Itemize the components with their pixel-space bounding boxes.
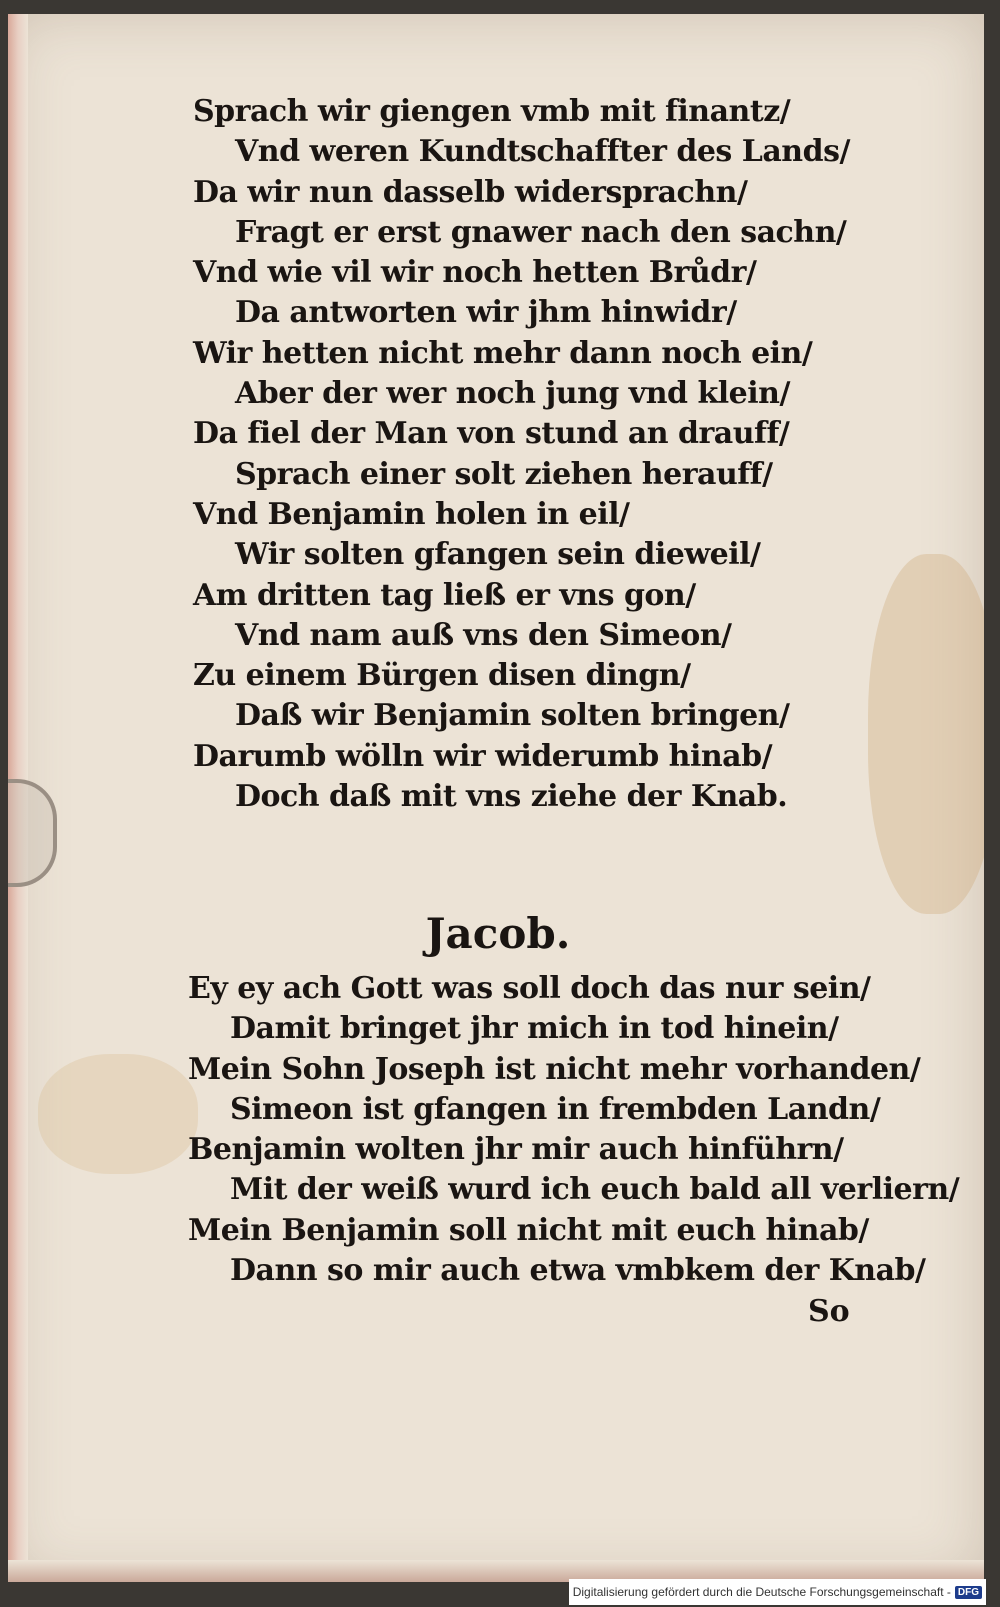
- verse-line: Aber der wer noch jung vnd klein/: [235, 376, 790, 412]
- footer-text: Digitalisierung gefördert durch die Deutsche Forschungsgemeinschaft -: [572, 1585, 951, 1599]
- verse-line: Daß wir Benjamin solten bringen/: [235, 698, 790, 734]
- verse-line: Am dritten tag ließ er vns gon/: [193, 577, 696, 613]
- dfg-logo: DFG: [955, 1586, 982, 1599]
- verse-line: Da antworten wir jhm hinwidr/: [235, 295, 737, 331]
- verse-line: Vnd nam auß vns den Simeon/: [235, 617, 732, 653]
- verse-line: Dann so mir auch etwa vmbkem der Knab/: [230, 1253, 926, 1289]
- verse-line: Mein Sohn Joseph ist nicht mehr vorhanden/: [188, 1051, 921, 1087]
- verse-line: Simeon ist gfangen in frembden Landn/: [230, 1091, 881, 1127]
- digitization-footer: [569, 1579, 986, 1605]
- verse-line: Da wir nun dasselb widersprachn/: [193, 174, 748, 210]
- water-stain: [38, 1054, 198, 1174]
- catchword: So: [808, 1294, 850, 1329]
- verse-block-1: [193, 92, 893, 817]
- speaker-heading: Jacob.: [425, 909, 571, 958]
- verse-line: Wir hetten nicht mehr dann noch ein/: [193, 335, 813, 371]
- verse-line: Mit der weiß wurd ich euch bald all verliern/: [230, 1172, 960, 1208]
- verse-line: Vnd weren Kundtschaffter des Lands/: [235, 134, 850, 170]
- verse-line: Vnd Benjamin holen in eil/: [193, 496, 630, 532]
- verse-line: Mein Benjamin soll nicht mit euch hinab/: [188, 1212, 869, 1248]
- verse-line: Doch daß mit vns ziehe der Knab.: [235, 779, 788, 815]
- verse-line: Damit bringet jhr mich in tod hinein/: [230, 1011, 839, 1047]
- verse-line: Sprach einer solt ziehen herauff/: [235, 456, 773, 492]
- verse-line: Sprach wir giengen vmb mit finantz/: [193, 94, 791, 129]
- book-clasp: [8, 779, 57, 887]
- verse-line: Zu einem Bürgen disen dingn/: [193, 658, 691, 694]
- verse-line: Fragt er erst gnawer nach den sachn/: [235, 214, 847, 250]
- verse-line: Da fiel der Man von stund an drauff/: [193, 416, 790, 452]
- verse-line: Vnd wie vil wir noch hetten Brůdr/: [193, 255, 757, 291]
- verse-line: Darumb wölln wir widerumb hinab/: [193, 738, 773, 774]
- verse-line: Wir solten gfangen sein dieweil/: [235, 537, 761, 573]
- verse-block-2: [188, 969, 960, 1291]
- verse-line: Benjamin wolten jhr mir auch hinführn/: [188, 1132, 844, 1168]
- verse-line: Ey ey ach Gott was soll doch das nur sein/: [188, 971, 871, 1006]
- book-page: [8, 14, 984, 1582]
